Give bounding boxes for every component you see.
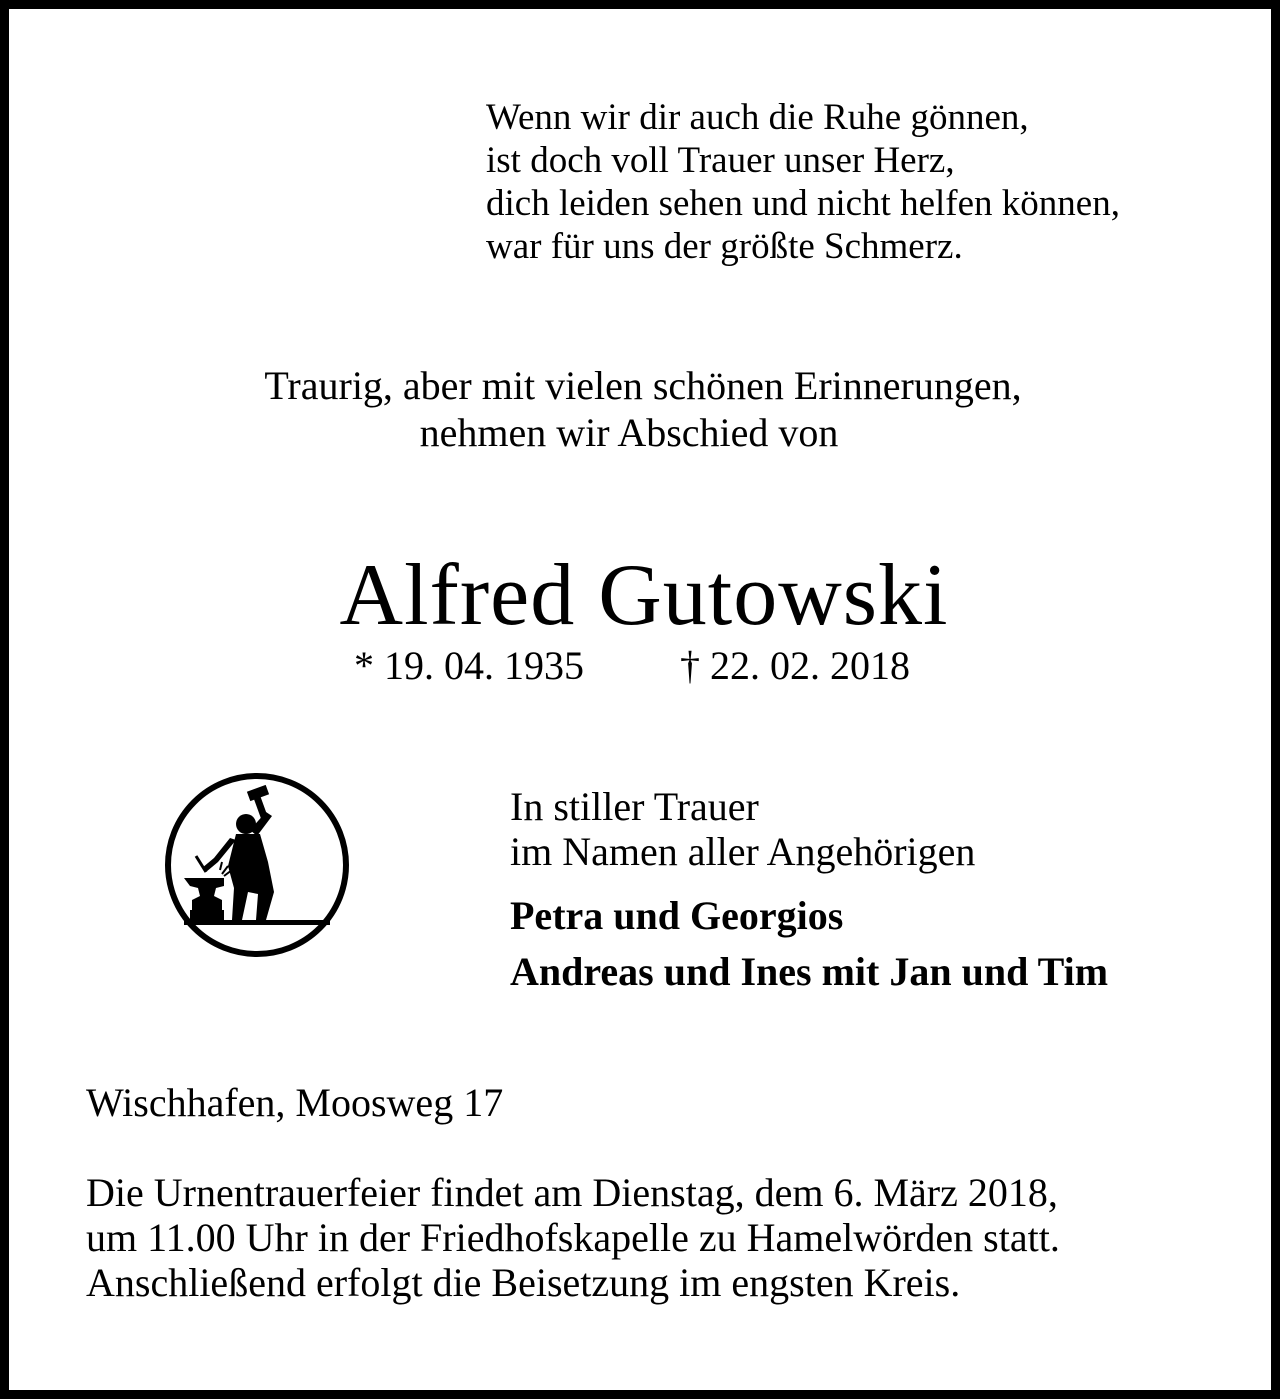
family-names	[510, 888, 1108, 1000]
ceremony-line: Die Urnentrauerfeier findet am Dienstag, dem 6. März 2018,	[86, 1170, 1058, 1215]
farewell-intro	[0, 362, 1280, 456]
family-name-line: Petra und Georgios	[510, 893, 844, 938]
intro-line: nehmen wir Abschied von	[419, 410, 839, 455]
poem-line: Wenn wir dir auch die Ruhe gönnen,	[486, 97, 1029, 138]
poem	[486, 96, 1120, 268]
blacksmith-anvil-emblem-icon	[162, 770, 352, 960]
poem-line: war für uns der größte Schmerz.	[486, 226, 963, 267]
family-name-line: Andreas und Ines mit Jan und Tim	[510, 949, 1109, 994]
poem-line: ist doch voll Trauer unser Herz,	[486, 140, 955, 181]
deceased-name: Alfred Gutowski	[339, 547, 949, 644]
intro-line: Traurig, aber mit vielen schönen Erinnerungen,	[264, 363, 1022, 408]
ceremony-notice	[86, 1170, 1060, 1305]
poem-line: dich leiden sehen und nicht helfen können,	[486, 183, 1120, 224]
death-date: † 22. 02. 2018	[680, 643, 910, 688]
birth-date: * 19. 04. 1935	[354, 643, 584, 688]
ceremony-line: um 11.00 Uhr in der Friedhofskapelle zu Hamelwörden statt.	[86, 1215, 1060, 1260]
mourning-line: In stiller Trauer	[510, 784, 759, 829]
address: Wischhafen, Moosweg 17	[86, 1080, 504, 1125]
mourning-line: im Namen aller Angehörigen	[510, 829, 976, 874]
ceremony-line: Anschließend erfolgt die Beisetzung im engsten Kreis.	[86, 1260, 961, 1305]
mourning-note	[510, 784, 975, 874]
